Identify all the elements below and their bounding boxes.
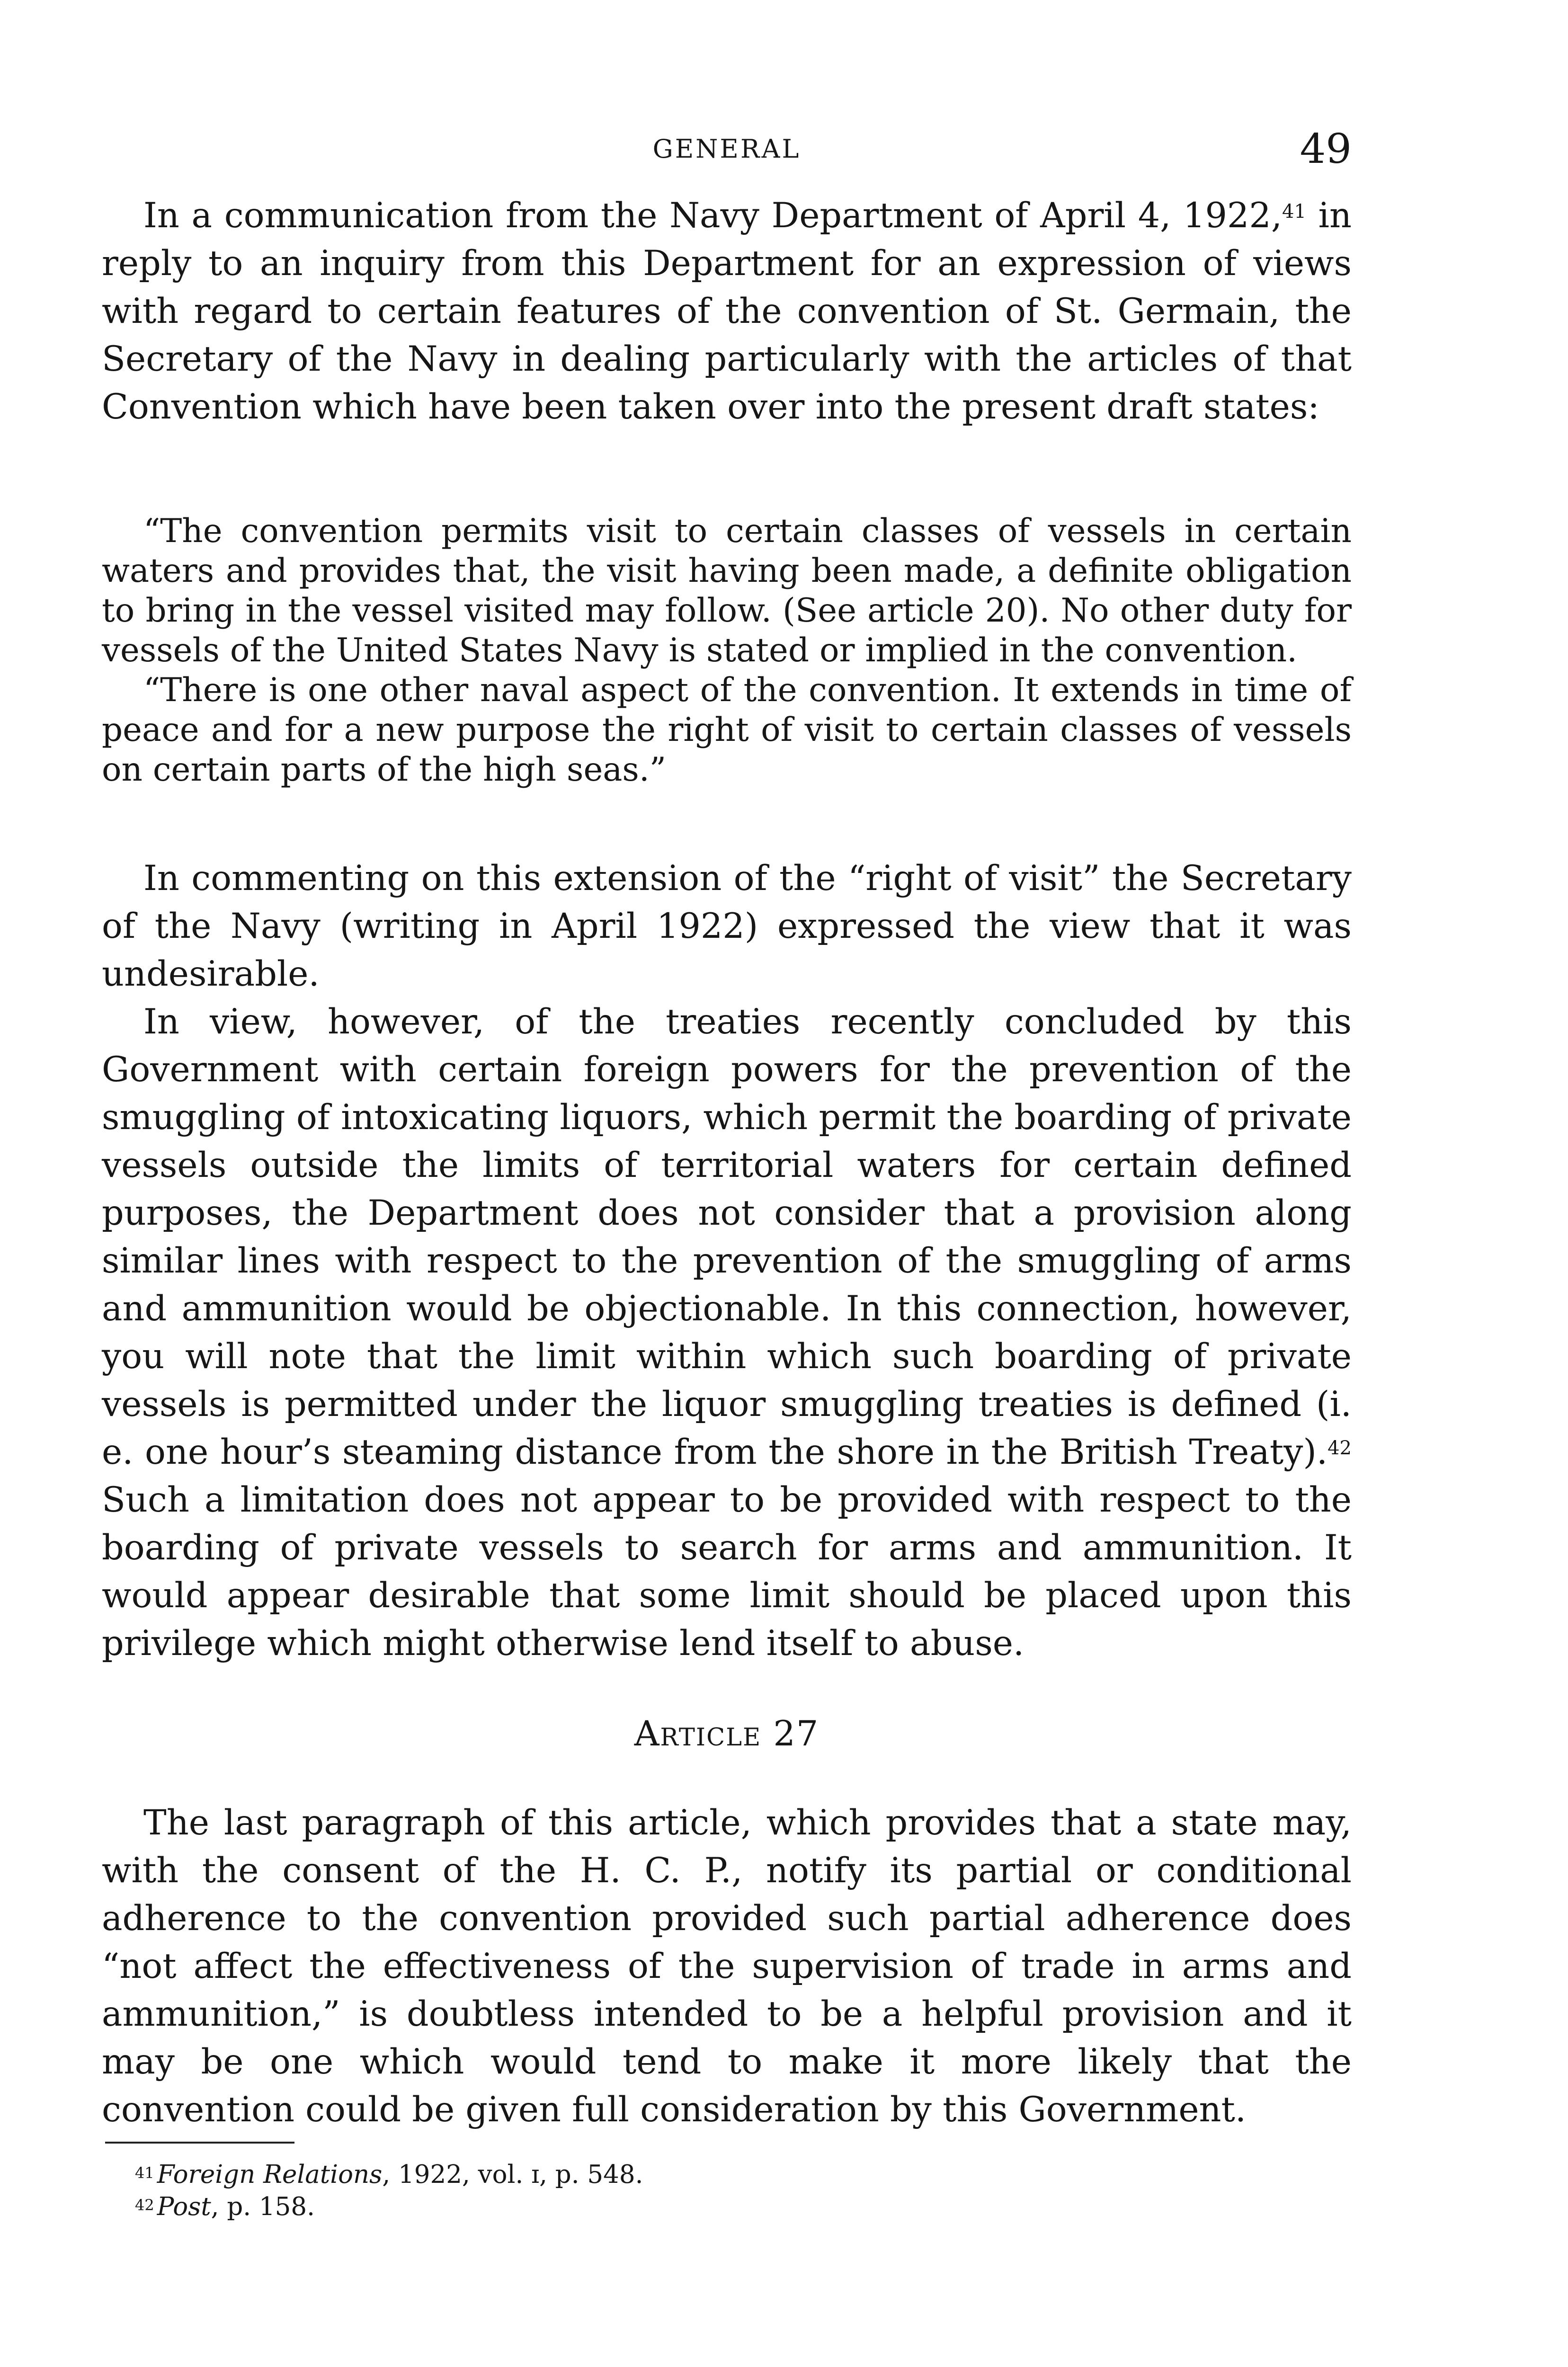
- footnote-marker: 42: [135, 2196, 154, 2214]
- footnote-title: Foreign Relations: [157, 2160, 383, 2189]
- footnote-42: [135, 2191, 1271, 2223]
- section-heading: [102, 1714, 1352, 1754]
- body-paragraph-2: In commenting on this extension of the “right of visit” the Secretary of the Navy (writing in April 1922) expressed the view that it was undesirable.: [102, 858, 1352, 994]
- running-head: [102, 125, 1352, 178]
- paragraph-text: In view, however, of the treaties recently concluded by this Government with certain foreign powers for the prevention of the smuggling of intoxicating liquors, which permit the boarding of private vessels outside the limits of territorial waters for certain defined purposes, the Department does not consider that a provision along similar lines with respect to the prevention of the smuggling of arms and ammunition would be objectionable. In this connection, however, you will note that the limit within which such boarding of private vessels is permitted under the liquor smuggling treaties is defined (i. e. one hour’s steaming distance from the shore in the British Treaty).: [102, 1002, 1352, 1472]
- body-paragraph-3: [102, 998, 1352, 1667]
- body-paragraphs: [102, 854, 1352, 1667]
- paragraph-text: in reply to an inquiry from this Department for an expression of views with regard to certain features of the convention of St. Germain, the Secretary of the Navy in dealing particularly with the articles of that Convention which have been taken over into the present draft states:: [102, 196, 1352, 427]
- footnote-ref-42[interactable]: 42: [1327, 1437, 1352, 1459]
- running-title: GENERAL: [652, 134, 801, 164]
- footnote-text: , p. 158.: [211, 2192, 315, 2221]
- block-quote: [102, 511, 1352, 790]
- body-paragraph-1: [102, 192, 1352, 431]
- footnote-ref-41[interactable]: 41: [1282, 201, 1306, 222]
- heading-number: 27: [773, 1714, 820, 1754]
- quote-paragraph-1: “The convention permits visit to certain classes of vessels in certain waters and provides that, the visit having been made, a definite obligation to bring in the vessel visited may follow. (See article 20). No other duty for vessels of the United States Navy is stated or implied in the convention.: [102, 512, 1352, 669]
- page-number: 49: [1300, 125, 1352, 173]
- footnote-divider: [105, 2142, 294, 2144]
- footnotes: [135, 2159, 1271, 2223]
- footnote-marker: 41: [135, 2164, 154, 2182]
- footnote-41: [135, 2159, 1271, 2191]
- footnote-title: Post: [157, 2192, 211, 2221]
- paragraph: The last paragraph of this article, which provides that a state may, with the consent of the H. C. P., notify its partial or conditional adherence to the convention provided such partial adherence does “not affect the effectiveness of the supervision of trade in arms and ammunition,” is doubtless intended to be a helpful provision and it may be one which would tend to make it more likely that the convention could be given full consideration by this Government.: [102, 1803, 1352, 2130]
- quote-paragraph-2: “There is one other naval aspect of the convention. It extends in time of peace and for a new purpose the right of visit to certain classes of vessels on certain parts of the high seas.”: [102, 671, 1352, 789]
- footnote-text: , 1922, vol. ɪ, p. 548.: [382, 2160, 643, 2189]
- heading-word: Article: [634, 1714, 762, 1754]
- paragraph: [102, 192, 1352, 431]
- paragraph-text: In a communication from the Navy Department of April 4, 1922,: [143, 196, 1283, 236]
- paragraph-text: Such a limitation does not appear to be provided with respect to the boarding of private vessels to search for arms and ammunition. It would appear desirable that some limit should be placed upon this privilege which might otherwise lend itself to abuse.: [102, 1480, 1352, 1664]
- body-paragraph-4: [102, 1799, 1352, 2134]
